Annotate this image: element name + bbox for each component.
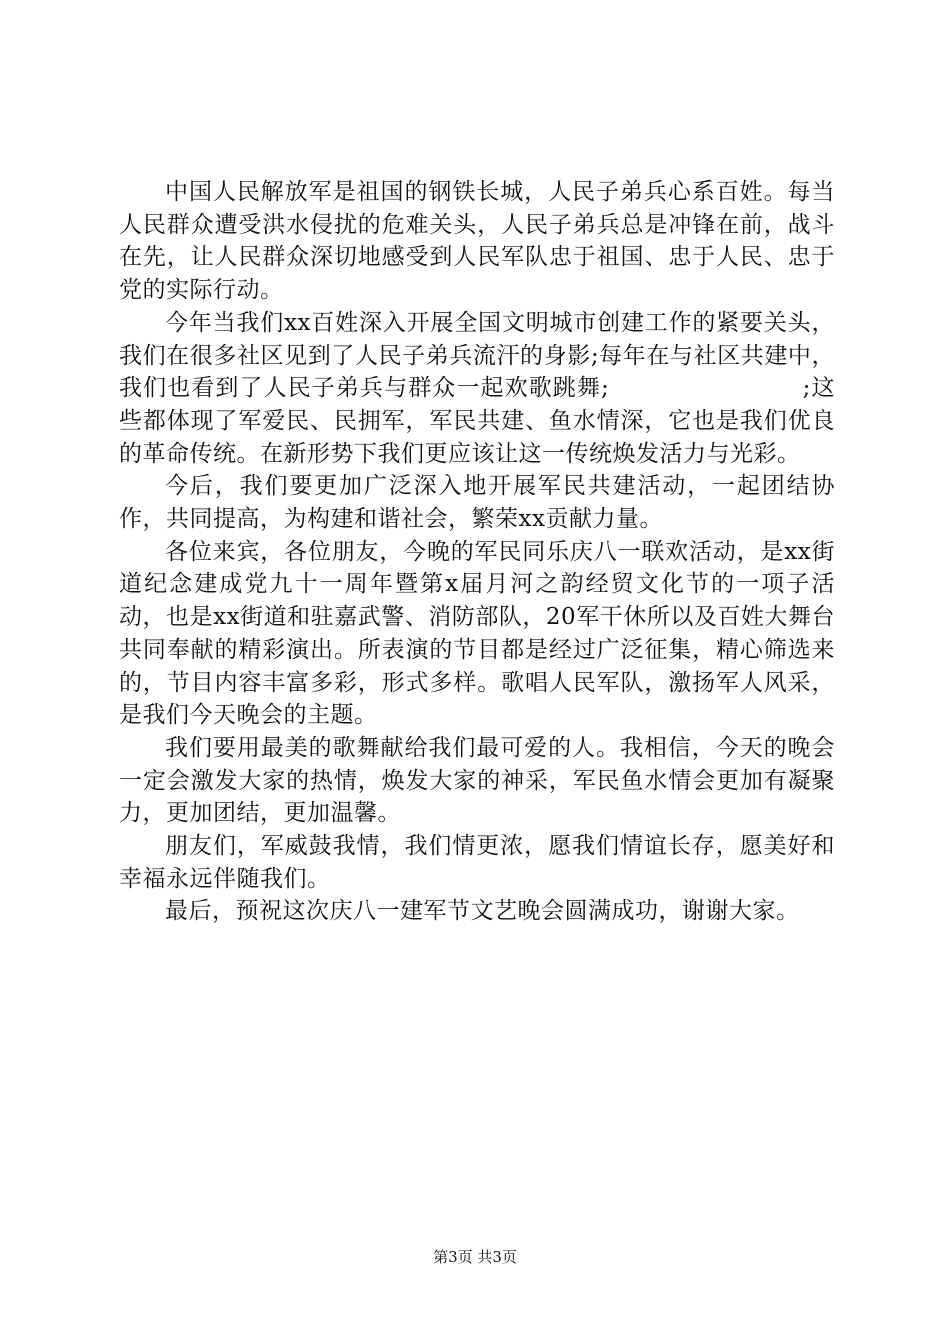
paragraph-6: 朋友们，军威鼓我情，我们情更浓，愿我们情谊长存，愿美好和幸福永远伴随我们。 xyxy=(119,833,835,892)
page-number-footer: 第3页 共3页 xyxy=(433,1248,517,1266)
paragraph-1: 中国人民解放军是祖国的钢铁长城，人民子弟兵心系百姓。每当人民群众遭受洪水侵扰的危难关头，人民子弟兵总是冲锋在前，战斗在先，让人民群众深切地感受到人民军队忠于祖国、忠于人民、忠于党的实际行动。 xyxy=(119,179,835,304)
paragraph-4: 各位来宾，各位朋友，今晚的军民同乐庆八一联欢活动，是xx街道纪念建成党九十一周年暨第x届月河之韵经贸文化节的一项子活动，也是xx街道和驻嘉武警、消防部队，20军干休所以及百姓大舞台共同奉献的精彩演出。所表演的节目都是经过广泛征集，精心筛选来的，节目内容丰富多彩，形式多样。歌唱人民军队，激扬军人风采，是我们今天晚会的主题。 xyxy=(119,538,835,729)
paragraph-3: 今后，我们要更加广泛深入地开展军民共建活动，一起团结协作，共同提高，为构建和谐社会，繁荣xx贡献力量。 xyxy=(119,473,835,533)
paragraph-7: 最后，预祝这次庆八一建军节文艺晚会圆满成功，谢谢大家。 xyxy=(165,898,800,925)
document-body xyxy=(119,176,835,928)
paragraph-2: 今年当我们xx百姓深入开展全国文明城市创建工作的紧要关头，我们在很多社区见到了人民子弟兵流汗的身影;每年在与社区共建中，我们也看到了人民子弟兵与群众一起欢歌跳舞; ;这些都体现了军爱民、民拥军，军民共建、鱼水情深，它也是我们优良的革命传统。在新形势下我们更应该让这一传统焕发活力与光彩。 xyxy=(119,309,835,467)
paragraph-5: 我们要用最美的歌舞献给我们最可爱的人。我相信，今天的晚会一定会激发大家的热情，焕发大家的神采，军民鱼水情会更加有凝聚力，更加团结，更加温馨。 xyxy=(119,734,835,827)
